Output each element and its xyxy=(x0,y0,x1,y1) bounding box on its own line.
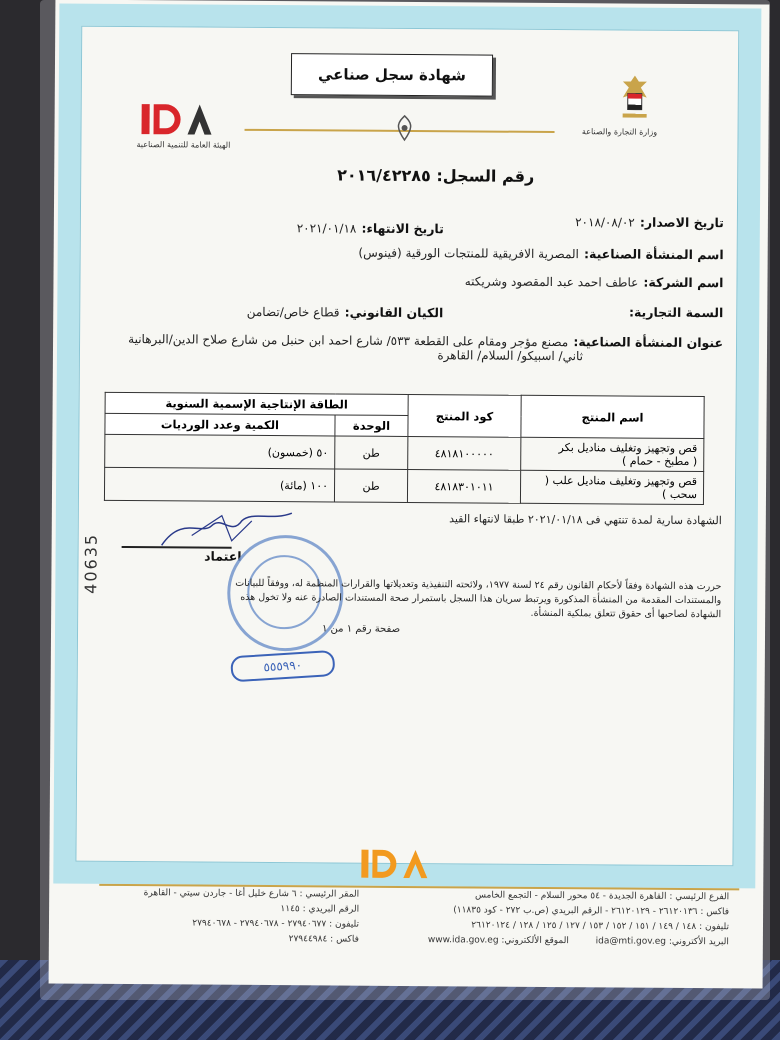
product-name-sub: ( مطبخ - حمام ) xyxy=(621,454,698,469)
product-name-cell xyxy=(520,470,703,504)
page-number: صفحة رقم ١ من ١ xyxy=(321,623,401,635)
quantity-cell: ٥٠ (خمسون) xyxy=(105,434,335,469)
legal-entity-value: قطاع خاص/تضامن xyxy=(246,304,340,320)
header-capacity: الطاقة الإنتاجية الإسمية السنوية xyxy=(105,392,408,415)
expiry-date-row xyxy=(224,217,444,238)
issue-date-row xyxy=(514,211,724,231)
address-line-2: ثاني/ اسبيكو/ السلام/ القاهرة xyxy=(437,348,584,364)
footer-branch-info: الفرع الرئيسي : القاهرة الجديدة - ٥٤ محور السلام - التجمع الخامس فاكس : ٢٦١٢٠١٣٦ - ٢٦١٢٠١٢٩ - الرقم البريدي (ص.ب ٢٧٢ - كود ١١٨٣٥) تليفون : ١٤٨ / ١٤٩ / ١٥١ / ١٥٢ / ١٥٣ / ١٢٧ / ١٢٥ / ١٢٨ / ٢٦١٢٠١٢٤ البريد الأكتروني: ida@mti.gov.eg xyxy=(439,888,729,950)
agency-name: الهيئة العامة للتنمية الصناعية xyxy=(136,140,231,150)
header-unit: الوحدة xyxy=(335,415,408,437)
facility-name-value: المصرية الافريقية للمنتجات الورقية (فينوس) xyxy=(358,245,579,262)
product-name-cell xyxy=(521,437,704,471)
validity-note: الشهادة سارية لمدة تنتهي فى ٢٠٢١/٠١/١٨ طبقا لانتهاء القيد xyxy=(449,512,722,528)
expiry-date-label: تاريخ الانتهاء: xyxy=(361,220,444,237)
ida-footer-logo-icon xyxy=(359,844,449,885)
header-quantity: الكمية وعدد الورديات xyxy=(105,413,335,436)
facility-name-label: اسم المنشأة الصناعية: xyxy=(583,246,724,263)
blue-ink-stamp: ٥٥٥٩٩٠ xyxy=(230,650,335,682)
header-product-name: اسم المنتج xyxy=(521,395,704,438)
certificate-title: شهادة سجل صناعي xyxy=(291,53,493,96)
approval-label: اعتماد xyxy=(204,548,242,564)
product-code-cell: ٤٨١٨١٠٠٠٠٠ xyxy=(408,436,521,470)
header-product-code: كود المنتج xyxy=(408,394,521,437)
footer-website: الموقع الألكتروني: www.ida.gov.eg xyxy=(427,935,569,947)
product-name: قص وتجهيز وتغليف مناديل علب ( سحب ) xyxy=(544,473,698,502)
legal-entity-row xyxy=(193,300,443,321)
products-table xyxy=(104,392,705,505)
unit-cell: طن xyxy=(335,436,408,470)
address-label: عنوان المنشأة الصناعية: xyxy=(573,334,724,351)
product-code-cell: ٤٨١٨٣٠١٠١١ xyxy=(407,469,520,503)
trade-name-row xyxy=(493,301,723,322)
company-name-label: اسم الشركة: xyxy=(643,274,724,291)
registry-label: رقم السجل: xyxy=(436,166,535,186)
expiry-date-value: ٢٠٢١/٠١/١٨ xyxy=(296,221,357,236)
footer-hq-info: المقر الرئيسي : ٦ شارع خليل أغا - جاردن سيتي - القاهرة الرقم البريدي : ١١٤٥ تليفون : ٢٧٩٤٠٦٧٧ - ٢٧٩٤٠٦٧٨ - ٢٧٩٤٠٦٧٨ فاكس : ٢٧٩٤٤٩٨٤ xyxy=(143,888,360,945)
ministry-name: وزارة التجارة والصناعة xyxy=(581,127,658,137)
company-name-row xyxy=(253,269,723,291)
facility-name-row xyxy=(254,241,724,263)
company-name-value: عاطف احمد عبد المقصود وشريكته xyxy=(464,274,639,290)
registry-number xyxy=(294,165,534,186)
issue-date-label: تاريخ الاصدار: xyxy=(639,214,724,231)
table-row xyxy=(104,467,703,504)
trade-name-label: السمة التجارية: xyxy=(628,304,724,321)
footer-email: البريد الأكتروني: ida@mti.gov.eg xyxy=(595,936,729,948)
address-line-1: مصنع مؤجر ومقام على القطعة ٥٣٣/ شارع احمد ابن حنبل من شارع صلاح الدين/البرهانية xyxy=(128,332,569,350)
quantity-cell: ١٠٠ (مائة) xyxy=(104,467,334,502)
legal-entity-label: الكيان القانوني: xyxy=(344,304,444,321)
ornament-icon xyxy=(384,114,424,144)
product-name: قص وتجهيز وتغليف مناديل بكر xyxy=(558,441,698,456)
table-row xyxy=(105,434,704,471)
serial-number: 40635 xyxy=(81,532,101,594)
issue-date-value: ٢٠١٨/٠٨/٠٢ xyxy=(575,215,635,230)
certificate-paper xyxy=(49,0,770,988)
registry-value: ٢٠١٦/٤٢٢٨٥ xyxy=(337,165,431,186)
ida-logo-icon xyxy=(139,94,249,145)
egypt-eagle-icon xyxy=(615,71,655,121)
legal-note: حررت هذه الشهادة وفقاً لأحكام القانون رقم ٢٤ لسنة ١٩٧٧، ولائحته التنفيذية وتعديلاتها والقرارات المنظمة له، ووفقاً للبيانات والمستندات المقدمة من المنشأة المذكورة ويرتبط سريان هذا السجل باستمرار صحة المستندات الصادرة عنه ولا تخول هذه الشهادة لصاحبها أى حقوق تتعلق بملكية المنشأة. xyxy=(235,577,722,621)
unit-cell: طن xyxy=(334,469,407,503)
